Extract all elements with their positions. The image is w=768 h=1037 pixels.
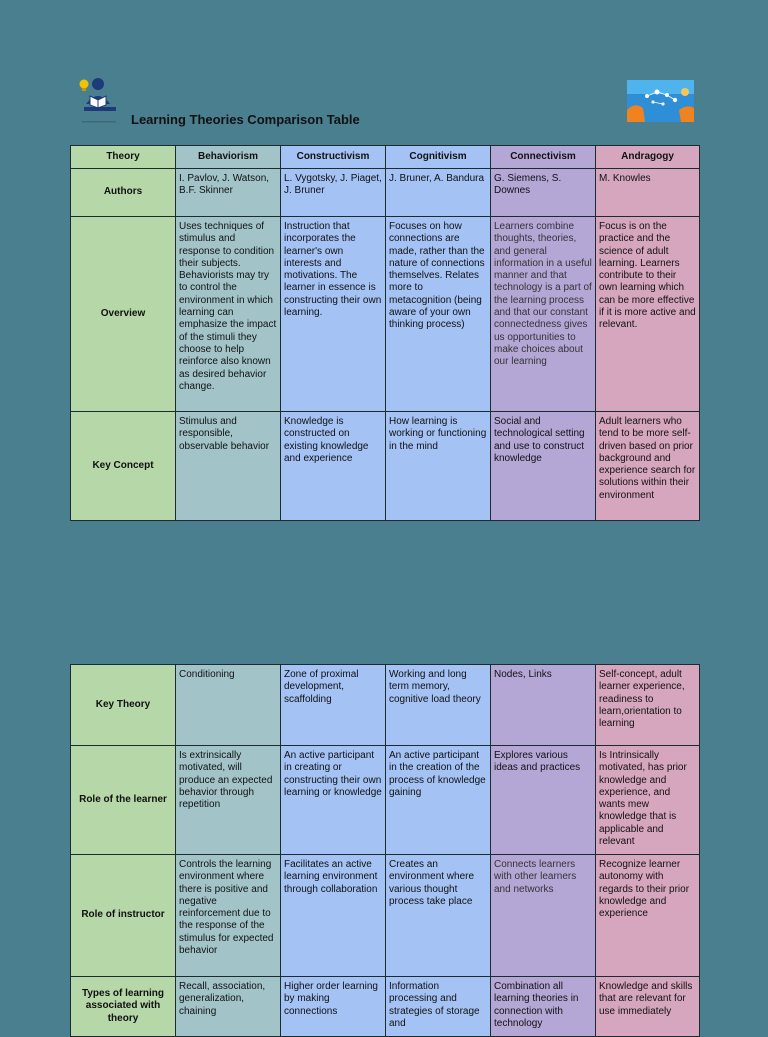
- table-row: [71, 746, 700, 855]
- header-constructivism: Constructivism: [281, 146, 386, 169]
- table-cell: How learning is working or functioning in the mind: [386, 412, 491, 521]
- table-cell: Combination all learning theories in connection with technology: [491, 977, 596, 1037]
- table-row: [71, 169, 700, 217]
- table-cell: Controls the learning environment where there is positive and negative reinforcement due to the response of the stimulus for expected behavior: [176, 855, 281, 977]
- table-cell: Focus is on the practice and the science of adult learning. Learners contribute to their own learning which can be more effective if it is more active and relevant.: [596, 217, 700, 412]
- header-andragogy: Andragogy: [596, 146, 700, 169]
- page-title: Learning Theories Comparison Table: [131, 112, 360, 127]
- row-label: Overview: [71, 217, 176, 412]
- table-cell: An active participant in creating or constructing their own learning or knowledge: [281, 746, 386, 855]
- table-cell: Stimulus and responsible, observable behavior: [176, 412, 281, 521]
- table-cell: Knowledge and skills that are relevant for use immediately: [596, 977, 700, 1037]
- header-connectivism: Connectivism: [491, 146, 596, 169]
- table-cell: Nodes, Links: [491, 665, 596, 746]
- table-row: [71, 412, 700, 521]
- header-theory: Theory: [71, 146, 176, 169]
- table-cell: Self-concept, adult learner experience, readiness to learn,orientation to learning: [596, 665, 700, 746]
- table-cell: Learners combine thoughts, theories, and general information in a useful manner and that technology is a part of the learning process and that our constant connectedness gives us opportunities to make choices about our learning: [491, 217, 596, 412]
- row-label: Role of the learner: [71, 746, 176, 855]
- table-row: [71, 977, 700, 1037]
- table-cell: Recognize learner autonomy with regards to their prior knowledge and experience: [596, 855, 700, 977]
- table-cell: Focuses on how connections are made, rather than the nature of connections themselves. Relates more to metacognition (being aware of your own thinking process): [386, 217, 491, 412]
- row-label: Key Concept: [71, 412, 176, 521]
- table-cell: Facilitates an active learning environment through collaboration: [281, 855, 386, 977]
- table-cell: Working and long term memory, cognitive load theory: [386, 665, 491, 746]
- table-cell: Uses techniques of stimulus and response to condition their subjects. Behaviorists may try to control the environment in which learning can emphasize the impact of the stimuli they choose to help reinforce also known as desired behavior change.: [176, 217, 281, 412]
- table-cell: Social and technological setting and use to construct knowledge: [491, 412, 596, 521]
- table-cell: G. Siemens, S. Downes: [491, 169, 596, 217]
- row-label: Role of instructor: [71, 855, 176, 977]
- header-behaviorism: Behaviorism: [176, 146, 281, 169]
- header-cognitivism: Cognitivism: [386, 146, 491, 169]
- comparison-table-bottom: [70, 664, 700, 1037]
- row-label: Key Theory: [71, 665, 176, 746]
- comparison-table-top: [70, 145, 700, 521]
- table-cell: Recall, association, generalization, chaining: [176, 977, 281, 1037]
- table-row: [71, 855, 700, 977]
- table-row: [71, 665, 700, 746]
- row-label: Authors: [71, 169, 176, 217]
- table-cell: Connects learners with other learners and networks: [491, 855, 596, 977]
- table-cell: I. Pavlov, J. Watson, B.F. Skinner: [176, 169, 281, 217]
- table-cell: L. Vygotsky, J. Piaget, J. Bruner: [281, 169, 386, 217]
- table-cell: Information processing and strategies of storage and: [386, 977, 491, 1037]
- network-brain-icon: [627, 80, 694, 122]
- table-cell: Adult learners who tend to be more self-driven based on prior background and experience search for solutions within their environment: [596, 412, 700, 521]
- table-cell: Zone of proximal development, scaffolding: [281, 665, 386, 746]
- table-cell: Creates an environment where various thought process take place: [386, 855, 491, 977]
- table-cell: Knowledge is constructed on existing knowledge and experience: [281, 412, 386, 521]
- table-cell: Instruction that incorporates the learner's own interests and motivations. The learner in essence is constructing their own learning.: [281, 217, 386, 412]
- table-cell: J. Bruner, A. Bandura: [386, 169, 491, 217]
- table-cell: Higher order learning by making connections: [281, 977, 386, 1037]
- table-cell: M. Knowles: [596, 169, 700, 217]
- table-cell: Is extrinsically motivated, will produce an expected behavior through repetition: [176, 746, 281, 855]
- table-cell: Is Intrinsically motivated, has prior knowledge and experience, and wants mew knowledge that is applicable and relevant: [596, 746, 700, 855]
- table-cell: Conditioning: [176, 665, 281, 746]
- table-row: [71, 217, 700, 412]
- row-label: Types of learning associated with theory: [71, 977, 176, 1037]
- table-cell: Explores various ideas and practices: [491, 746, 596, 855]
- header-row: [71, 146, 700, 169]
- reader-at-desk-icon: [76, 74, 120, 124]
- table-cell: An active participant in the creation of the process of knowledge gaining: [386, 746, 491, 855]
